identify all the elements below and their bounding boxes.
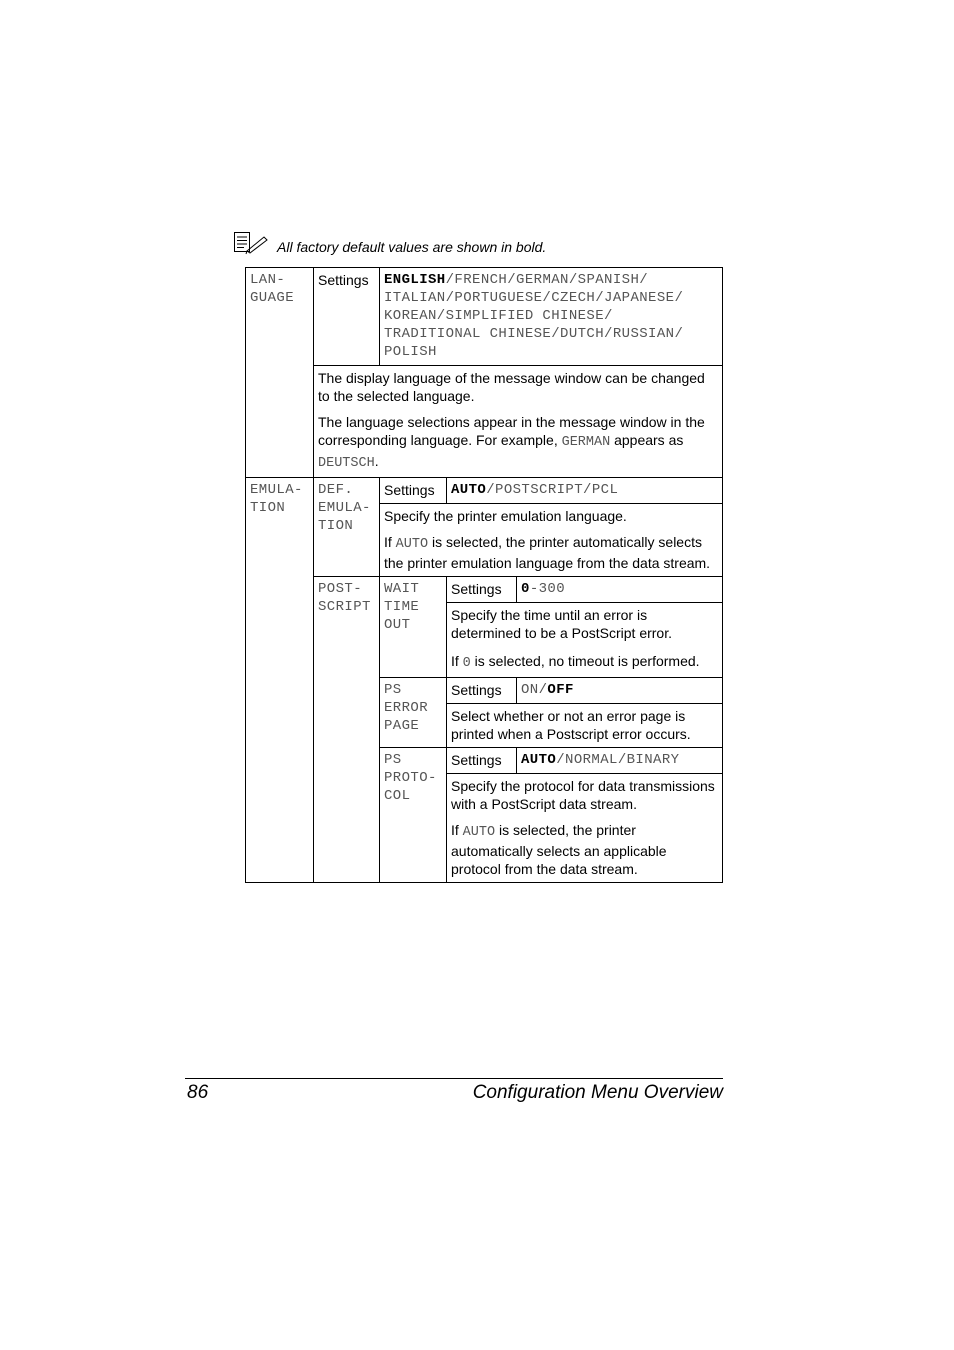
note-pencil-icon xyxy=(233,231,269,255)
menu-postscript: POST- SCRIPT xyxy=(314,577,380,883)
default-value: 0 xyxy=(521,581,530,597)
menu-language: LAN- GUAGE xyxy=(246,268,314,478)
other-values: ON/ xyxy=(521,682,548,698)
ps-error-page-description xyxy=(447,704,723,748)
default-value: ENGLISH xyxy=(384,272,446,288)
description-paragraph: Specify the printer emulation language. xyxy=(384,508,627,524)
settings-label: Settings xyxy=(447,678,517,704)
other-values: -300 xyxy=(529,581,566,597)
note-text: All factory default values are shown in bold. xyxy=(277,239,547,255)
description-paragraph: If 0 is selected, no timeout is performed. xyxy=(451,653,700,671)
description-paragraph: If AUTO is selected, the printer automatically selects the printer emulation language from the data stream. xyxy=(384,534,711,571)
description-paragraph: The display language of the message window can be changed to the selected language. xyxy=(318,370,705,404)
settings-label: Settings xyxy=(447,748,517,774)
ps-error-page-values xyxy=(517,678,723,704)
description-paragraph: Specify the time until an error is determined to be a PostScript error. xyxy=(451,607,672,641)
menu-ps-protocol: PS PROTO- COL xyxy=(380,748,447,883)
page-footer-title: Configuration Menu Overview xyxy=(472,1082,723,1103)
wait-time-out-values xyxy=(517,577,723,603)
wait-time-out-description xyxy=(447,603,723,678)
language-description xyxy=(314,366,723,478)
def-emulation-description xyxy=(380,504,723,577)
default-value: AUTO xyxy=(451,482,487,498)
menu-def-emulation: DEF. EMULA- TION xyxy=(314,478,380,577)
default-value: OFF xyxy=(547,682,574,698)
other-values: /FRENCH/GERMAN/SPANISH/ ITALIAN/PORTUGUESE/CZECH/JAPANESE/ KOREAN/SIMPLIFIED CHINESE/ TRADITIONAL CHINESE/DUTCH/RUSSIAN/ POLISH xyxy=(384,272,684,360)
settings-label: Settings xyxy=(447,577,517,603)
def-emulation-values xyxy=(447,478,723,504)
ps-protocol-description xyxy=(447,774,723,883)
other-values: /POSTSCRIPT/PCL xyxy=(486,482,619,498)
settings-label: Settings xyxy=(314,268,380,366)
description-paragraph: Select whether or not an error page is printed when a Postscript error occurs. xyxy=(451,708,691,742)
page-number: 86 xyxy=(187,1082,209,1103)
menu-wait-time-out: WAIT TIME OUT xyxy=(380,577,447,678)
menu-emulation: EMULA- TION xyxy=(246,478,314,883)
config-menu-table xyxy=(245,267,723,883)
description-paragraph: Specify the protocol for data transmissions with a PostScript data stream. xyxy=(451,778,715,812)
default-value: AUTO xyxy=(521,752,557,768)
description-paragraph: The language selections appear in the message window in the corresponding language. For example, GERMAN appears as DEUTSCH. xyxy=(318,414,705,471)
ps-protocol-values xyxy=(517,748,723,774)
menu-ps-error-page: PS ERROR PAGE xyxy=(380,678,447,748)
other-values: /NORMAL/BINARY xyxy=(556,752,680,768)
footer-rule xyxy=(185,1078,723,1079)
settings-label: Settings xyxy=(380,478,447,504)
description-paragraph: If AUTO is selected, the printer automatically selects an applicable protocol from the data stream. xyxy=(451,822,667,877)
language-settings-values xyxy=(380,268,723,366)
